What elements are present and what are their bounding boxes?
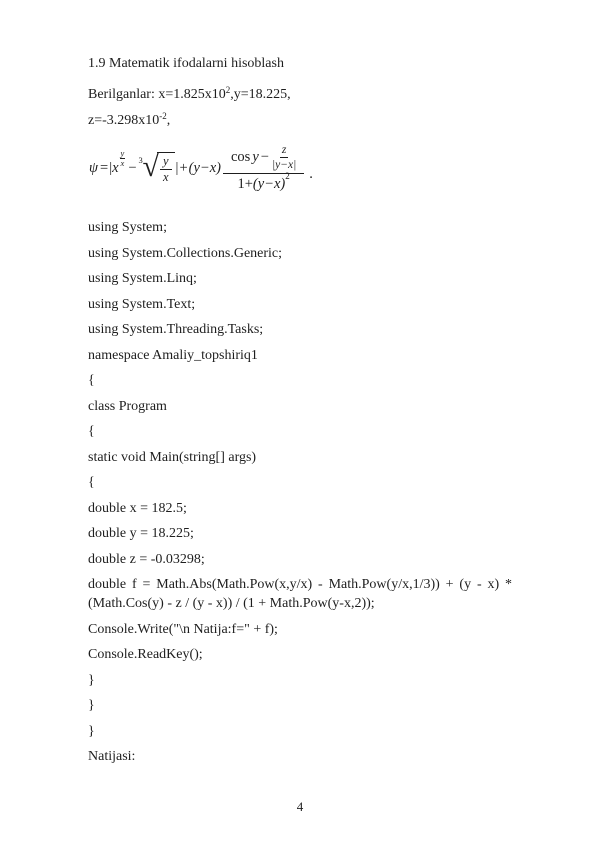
given-line-2-text: z=-3.298x10 [88,112,160,128]
code-line: namespace Amaliy_topshiriq1 [88,347,258,363]
inner-fraction [272,144,296,171]
given-line-1-superscript: 2 [225,85,231,95]
root-fraction [160,155,172,184]
code-line: using System.Text; [88,296,196,312]
main-fraction-denominator: 1+ (y−x) 2 [237,170,290,192]
code-line-formula-part1: double f = Math.Abs(Math.Pow(x,y/x) - Math.Pow(y/x,1/3)) + (y - x) * [88,577,512,592]
exponent-fraction [120,149,126,168]
main-fraction [223,144,304,193]
given-line-1-tail: ,y=18.225, [230,87,291,102]
page-number: 4 [296,799,304,814]
formula-base-x: x [112,159,119,176]
code-line: { [88,475,95,490]
code-line: using System.Linq; [88,271,197,286]
denominator-prefix: 1+ [237,175,253,192]
numerator-minus: − [260,148,269,165]
given-line-2-superscript: -2 [159,110,167,121]
exponent-numerator: y [120,147,125,158]
exponent-denominator: x [120,157,125,168]
formula-minus: − [128,159,137,176]
given-line-2-tail: , [166,112,171,128]
result-label: Natijasi: [88,749,136,764]
given-line-1 [88,85,512,102]
formula-equals: = [100,159,109,176]
given-line-2 [88,110,512,128]
formula-period: . [309,166,313,182]
root-fraction-denominator: x [162,170,169,184]
code-line: static void Main(string[] args) [88,449,257,465]
formula-plus: + [179,159,188,176]
code-line: { [88,424,95,439]
code-line: Console.Write("\n Natija:f=" + f); [88,621,278,637]
cube-root [139,152,175,184]
radicand [157,152,175,184]
code-line: double x = 182.5; [88,500,187,516]
formula-abs-open: | [109,159,113,176]
denominator-body: (y−x) [252,175,286,192]
code-line: double y = 18.225; [88,526,194,541]
psi-formula [88,139,512,197]
code-line: using System.Threading.Tasks; [88,322,264,337]
code-line-formula-part2: (Math.Cos(y) - z / (y - x)) / (1 + Math.Pow(y-x,2)); [88,596,375,611]
code-line: { [88,373,95,388]
inner-fraction-numerator: z [281,143,287,156]
code-line: class Program [88,398,167,414]
code-line: } [88,723,95,739]
given-line-1-text: Berilganlar: x=1.825x10 [88,87,226,102]
cos-argument: y [252,148,259,165]
root-index: 3 [138,155,143,165]
code-line: using System; [88,220,167,235]
formula-psi: ψ [89,159,99,176]
inner-fraction-denominator: |y−x| [271,158,297,171]
root-fraction-numerator: y [160,155,172,170]
main-fraction-numerator [223,144,304,174]
code-line: using System.Collections.Generic; [88,245,283,261]
cos-function: cos [230,148,251,165]
code-line: } [88,672,95,688]
section-title: 1.9 Matematik ifodalarni hisoblash [88,56,284,71]
formula-multiplier: (y−x) [188,159,221,176]
code-line: double z = -0.03298; [88,551,205,567]
code-line: Console.ReadKey(); [88,647,203,662]
code-line: } [88,698,95,713]
radical-sign: √ [142,150,159,183]
formula-abs-close: | [175,159,179,176]
